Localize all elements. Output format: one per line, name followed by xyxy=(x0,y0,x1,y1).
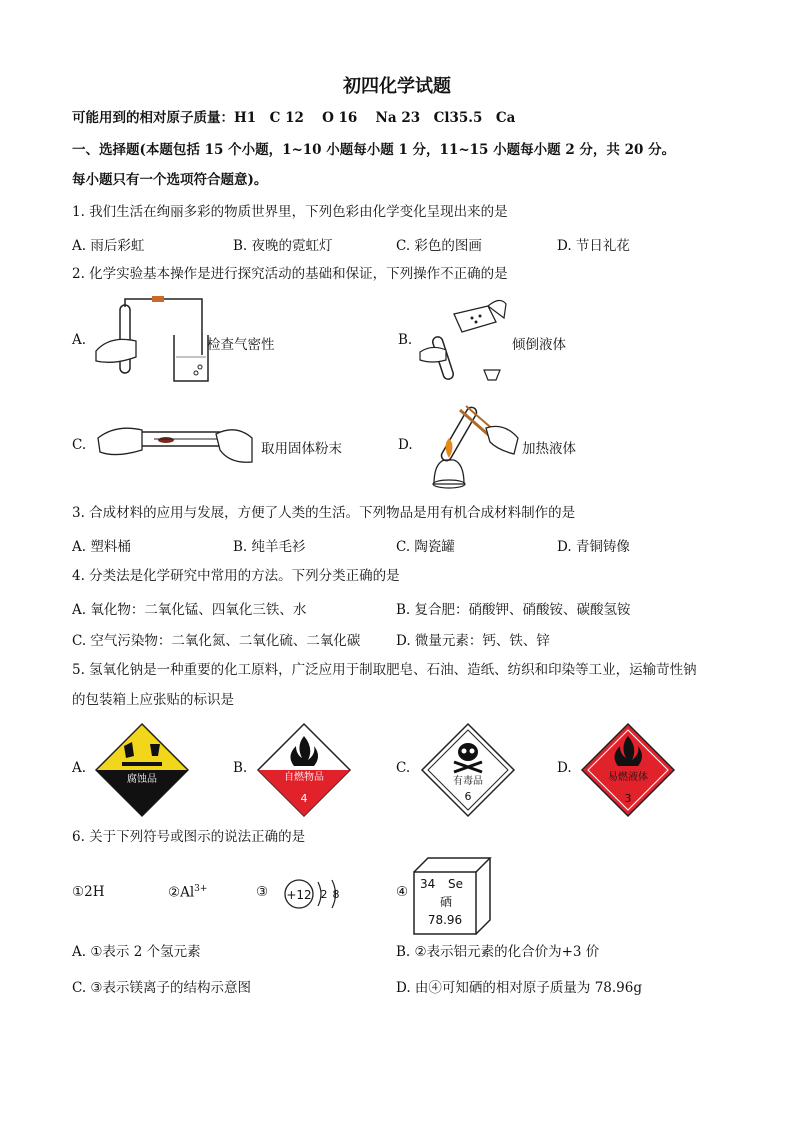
q4-option-c: C. 空气污染物：二氧化氮、二氧化硫、二氧化碳 xyxy=(72,633,361,649)
q5-letter-a: A. xyxy=(72,760,87,776)
q6-symbol-2: $②Al^{3+}$ xyxy=(168,884,208,901)
q1-option-b: B. 夜晚的霓虹灯 xyxy=(233,238,333,254)
element-name: 硒 xyxy=(439,895,453,909)
q4-option-b: B. 复合肥：硝酸钾、硝酸铵、碳酸氢铵 xyxy=(396,602,631,618)
q6-symbol-4: ④ xyxy=(396,884,409,900)
q5-letter-b: B. xyxy=(233,760,248,776)
q2-caption-c: 取用固体粉末 xyxy=(261,441,342,457)
flammable-liquid-sign-icon xyxy=(580,722,676,818)
section-heading-line1: 一、选择题(本题包括 15 个小题，1~10 小题每小题 1 分，11~15 小题每小题 2 分，共 20 分。 xyxy=(72,142,676,158)
q6-option-a: A. ①表示 2 个氢元素 xyxy=(72,944,201,960)
spontaneous-combustion-sign-number: 4 xyxy=(300,792,308,805)
atom-structure-diagram xyxy=(282,876,346,912)
q5-letter-c: C. xyxy=(396,760,411,776)
q3-option-a: A. 塑料桶 xyxy=(72,539,131,555)
q6-stem: 6. 关于下列符号或图示的说法正确的是 xyxy=(72,829,306,845)
element-mass: 78.96 xyxy=(427,913,463,927)
toxic-sign-number: 6 xyxy=(464,790,472,803)
section-heading-line2: 每小题只有一个选项符合题意)。 xyxy=(72,172,268,188)
q2-letter-c: C. xyxy=(72,437,87,453)
q4-option-d: D. 微量元素：钙、铁、锌 xyxy=(396,633,550,649)
corrosive-sign-text: 腐蚀品 xyxy=(127,774,157,785)
airtightness-check-illustration xyxy=(92,295,212,387)
q6-symbol-1: ①2H xyxy=(72,884,105,900)
q2-caption-b: 倾倒液体 xyxy=(512,337,566,353)
q2-caption-d: 加热液体 xyxy=(522,441,576,457)
q1-stem: 1. 我们生活在绚丽多彩的物质世界里，下列色彩由化学变化呈现出来的是 xyxy=(72,204,508,220)
q4-option-a: A. 氧化物：二氧化锰、四氧化三铁、水 xyxy=(72,602,307,618)
selenium-element-tile xyxy=(412,856,492,936)
q3-option-d: D. 青铜铸像 xyxy=(557,539,630,555)
q4-stem: 4. 分类法是化学研究中常用的方法。下列分类正确的是 xyxy=(72,568,400,584)
spontaneous-combustion-sign-icon xyxy=(256,722,352,818)
q2-letter-a: A. xyxy=(72,332,87,348)
corrosive-sign-icon xyxy=(94,722,190,818)
spontaneous-combustion-sign-text: 自燃物品 xyxy=(284,772,324,783)
q2-stem: 2. 化学实验基本操作是进行探究活动的基础和保证，下列操作不正确的是 xyxy=(72,266,508,282)
q5-letter-d: D. xyxy=(557,760,572,776)
element-number: 34 xyxy=(420,877,436,891)
q2-caption-a: 检查气密性 xyxy=(207,337,275,353)
q6-option-b: B. ②表示铝元素的化合价为+3 价 xyxy=(396,944,600,960)
q5-stem-line2: 的包装箱上应张贴的标识是 xyxy=(72,692,234,708)
q3-stem: 3. 合成材料的应用与发展，方便了人类的生活。下列物品是用有机合成材料制作的是 xyxy=(72,505,576,521)
q3-option-c: C. 陶瓷罐 xyxy=(396,539,455,555)
element-symbol: Se xyxy=(448,877,463,891)
toxic-sign-icon xyxy=(420,722,516,818)
q1-option-d: D. 节日礼花 xyxy=(557,238,630,254)
flammable-liquid-sign-number: 3 xyxy=(624,792,632,805)
q6-option-d: D. 由④可知硒的相对原子质量为 78.96g xyxy=(396,980,643,996)
nucleus-charge: +12 xyxy=(286,888,312,902)
solid-powder-illustration xyxy=(96,418,256,472)
q2-letter-b: B. xyxy=(398,332,413,348)
q5-stem-line1: 5. 氢氧化钠是一种重要的化工原料，广泛应用于制取肥皂、石油、造纸、纺织和印染等工业，运输苛性钠 xyxy=(72,662,697,678)
shell-1-electrons: 2 xyxy=(320,888,328,901)
pouring-liquid-illustration xyxy=(418,292,508,388)
q3-option-b: B. 纯羊毛衫 xyxy=(233,539,306,555)
flammable-liquid-sign-text: 易燃液体 xyxy=(608,772,648,783)
q6-option-c: C. ③表示镁离子的结构示意图 xyxy=(72,980,252,996)
shell-2-electrons: 8 xyxy=(332,888,340,901)
q2-letter-d: D. xyxy=(398,437,413,453)
q6-symbol-3: ③ xyxy=(256,884,269,900)
q1-option-a: A. 雨后彩虹 xyxy=(72,238,145,254)
heating-liquid-illustration xyxy=(414,398,520,494)
page-title: 初四化学试题 xyxy=(343,76,451,97)
toxic-sign-text: 有毒品 xyxy=(453,776,483,787)
atomic-masses: 可能用到的相对原子质量：H1 C 12 O 16 Na 23 Cl35.5 Ca xyxy=(72,110,516,126)
q1-option-c: C. 彩色的图画 xyxy=(396,238,482,254)
